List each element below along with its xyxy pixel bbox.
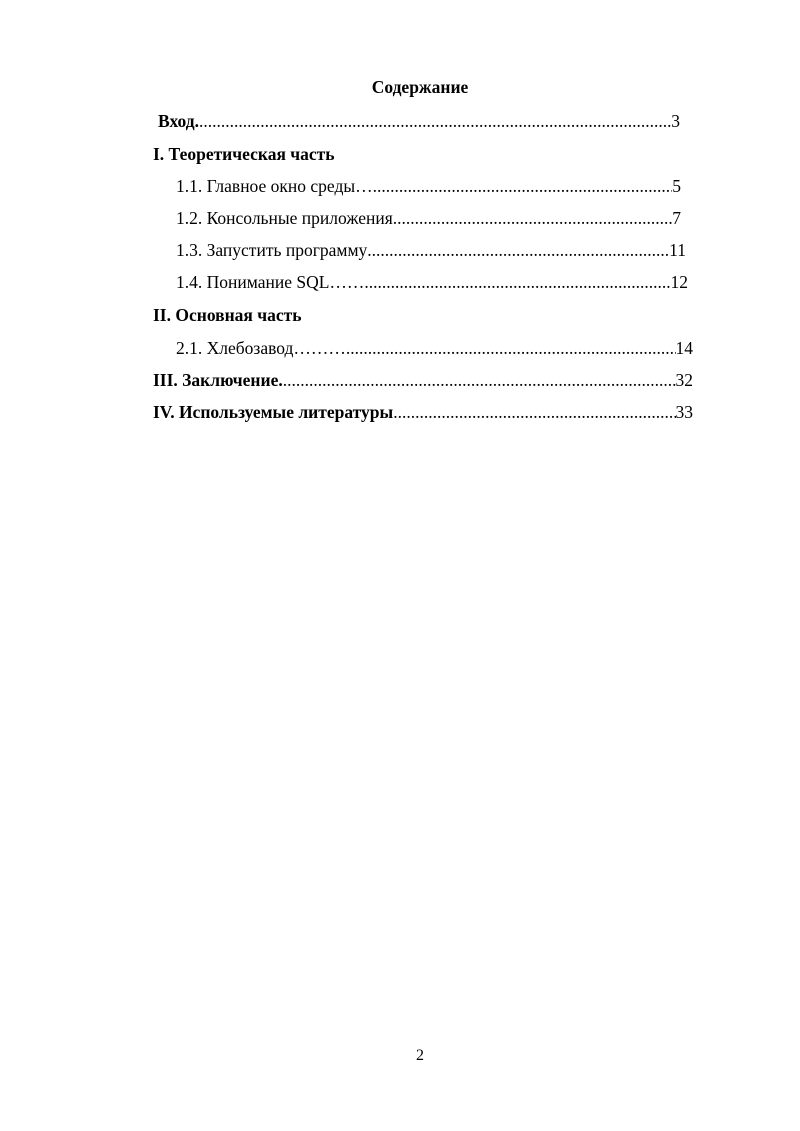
toc-entry-label: 1.1. Главное окно среды… — [176, 176, 373, 196]
toc-entry-label: IV. Используемые литературы — [153, 402, 394, 422]
dot-leader — [346, 337, 676, 359]
toc-entry-label: 1.2. Консольные приложения — [176, 208, 393, 228]
dot-leader — [367, 239, 669, 261]
dot-leader — [283, 369, 676, 391]
toc-entry-page: 5 — [672, 176, 681, 196]
toc-entry-label: III. Заключение. — [153, 370, 283, 390]
toc-entry-page: 12 — [670, 272, 688, 292]
toc-entry-page: 33 — [675, 402, 693, 422]
toc-entry-label: Вход. — [158, 111, 199, 131]
toc-section-heading-theory[interactable]: I. Теоретическая часть — [153, 144, 335, 164]
toc-entry-intro[interactable] — [158, 110, 680, 132]
toc-entry-page: 11 — [669, 240, 686, 260]
toc-entry-2-1[interactable] — [176, 337, 693, 359]
dot-leader — [364, 271, 670, 293]
dot-leader — [199, 110, 671, 132]
dot-leader — [393, 207, 673, 229]
toc-entry-references[interactable] — [153, 401, 693, 423]
dot-leader — [373, 175, 673, 197]
toc-entry-page: 14 — [675, 338, 693, 358]
dot-leader — [393, 401, 675, 423]
toc-entry-page: 32 — [675, 370, 693, 390]
toc-entry-1-4[interactable] — [176, 271, 688, 293]
toc-entry-conclusion[interactable] — [153, 369, 693, 391]
toc-title: Содержание — [371, 77, 469, 97]
toc-entry-1-1[interactable] — [176, 175, 681, 197]
toc-entry-label: 2.1. Хлебозавод……… — [176, 338, 346, 358]
toc-entry-1-3[interactable] — [176, 239, 686, 261]
toc-entry-1-2[interactable] — [176, 207, 681, 229]
toc-section-heading-main[interactable]: II. Основная часть — [153, 305, 302, 325]
page-number: 2 — [416, 1047, 424, 1064]
toc-entry-label: 1.4. Понимание SQL…… — [176, 272, 365, 292]
toc-entry-label: 1.3. Запустить программу — [176, 240, 368, 260]
toc-entry-page: 3 — [671, 111, 680, 131]
toc-entry-page: 7 — [672, 208, 681, 228]
